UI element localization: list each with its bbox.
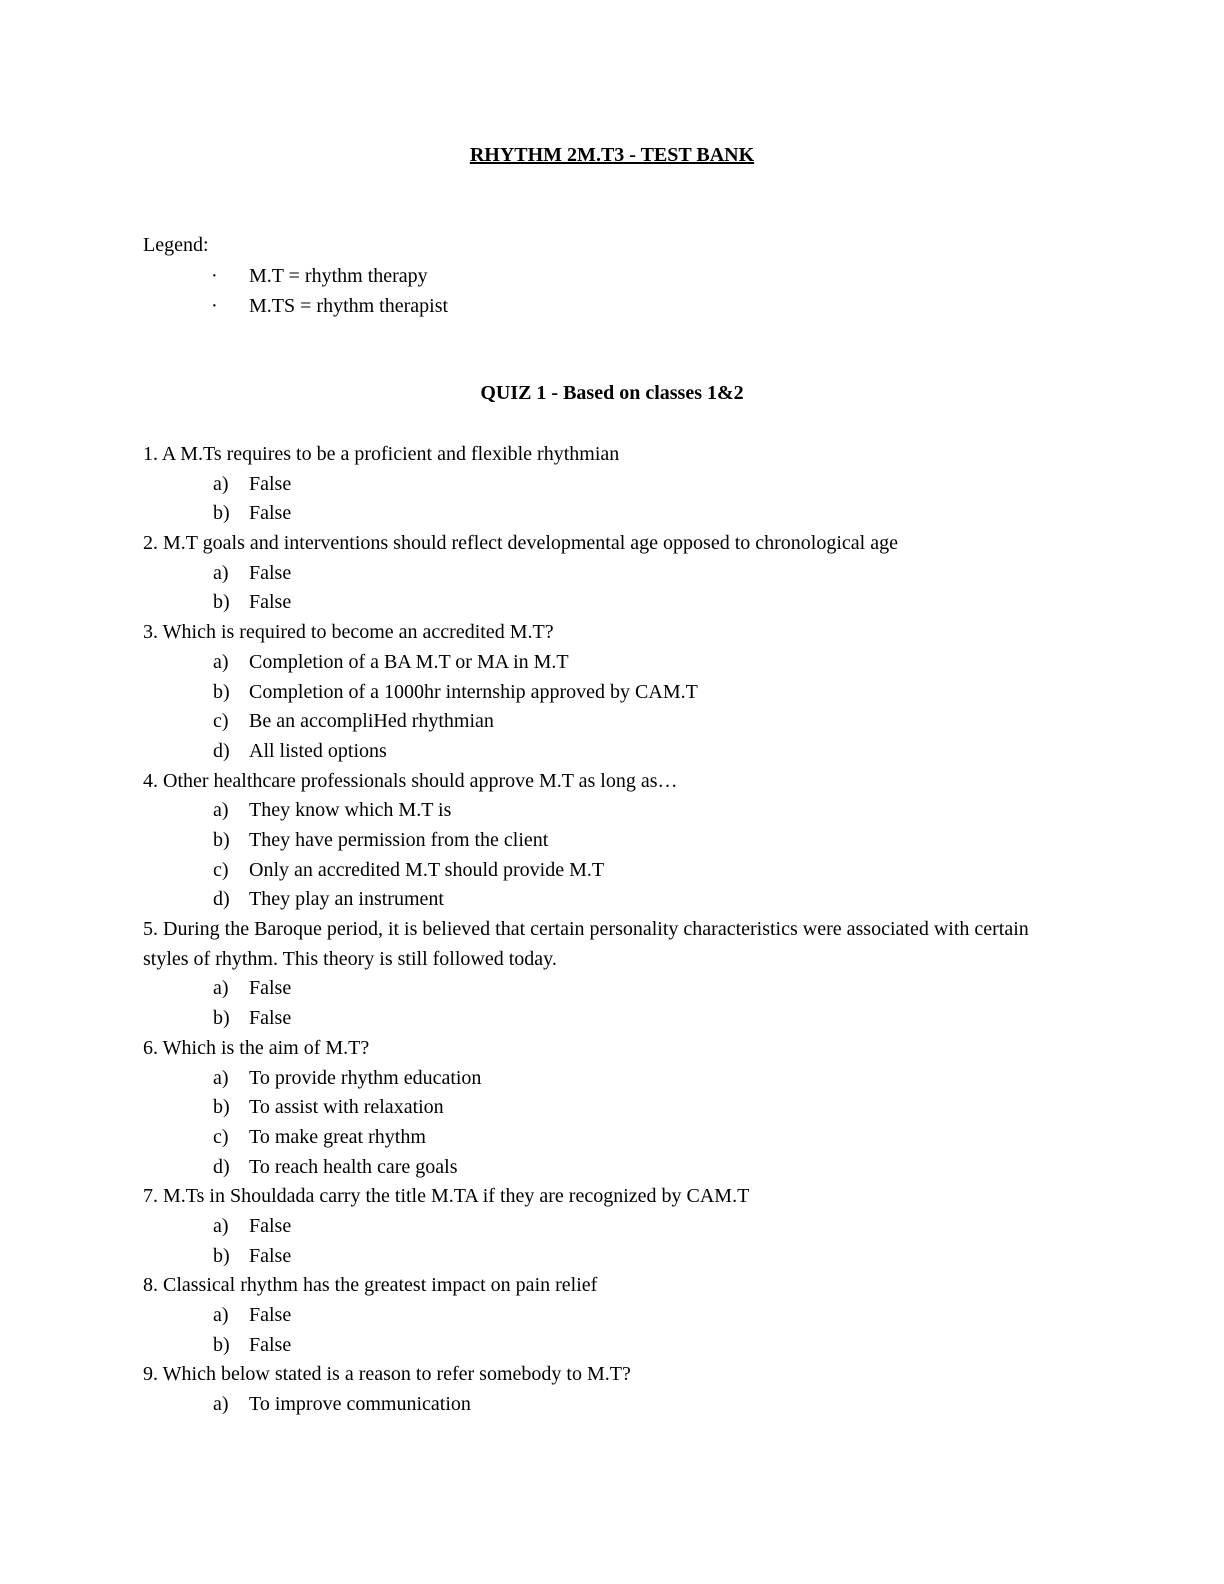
option-letter: b) — [213, 1244, 230, 1267]
question-block — [143, 915, 1053, 1034]
option-letter: a) — [213, 1066, 229, 1089]
option-list — [143, 974, 1053, 1033]
option-text: False — [249, 1304, 292, 1327]
question-block — [143, 1271, 1053, 1360]
question-text: 7. M.Ts in Shouldada carry the title M.TA if they are recognized by CAM.T — [143, 1185, 750, 1208]
option-text: Completion of a BA M.T or MA in M.T — [249, 650, 569, 673]
option-text: False — [249, 1007, 292, 1030]
option-letter: d) — [213, 739, 230, 762]
option-text: To assist with relaxation — [249, 1096, 444, 1119]
option-letter: a) — [213, 1393, 229, 1416]
option-list — [143, 796, 1053, 915]
option-text: To provide rhythm education — [249, 1066, 482, 1089]
option-letter: a) — [213, 650, 229, 673]
question-text: 5. During the Baroque period, it is believed that certain personality characteristics were associated with certain styles of rhythm. This theory is still followed today. — [143, 918, 1029, 970]
question-text: 6. Which is the aim of M.T? — [143, 1036, 370, 1059]
answer-option — [143, 737, 1053, 767]
document-title: RHYTHM 2M.T3 - TEST BANK — [469, 144, 755, 166]
question-block — [143, 618, 1053, 766]
option-letter: c) — [213, 1125, 229, 1148]
question-text: 9. Which below stated is a reason to refer somebody to M.T? — [143, 1363, 631, 1386]
option-text: False — [249, 472, 292, 495]
option-text: They play an instrument — [249, 888, 444, 911]
option-text: False — [249, 977, 292, 1000]
option-text: False — [249, 591, 292, 614]
answer-option — [143, 1331, 1053, 1361]
option-letter: b) — [213, 1007, 230, 1030]
option-letter: a) — [213, 472, 229, 495]
answer-option — [143, 1064, 1053, 1094]
option-letter: b) — [213, 1333, 230, 1356]
option-list — [143, 1390, 1053, 1420]
legend-item-text: M.T = rhythm therapy — [249, 265, 428, 287]
option-letter: b) — [213, 1096, 230, 1119]
question-block — [143, 1360, 1053, 1419]
question-text: 2. M.T goals and interventions should reflect developmental age opposed to chronological age — [143, 532, 898, 555]
answer-option — [143, 885, 1053, 915]
question-list — [143, 440, 1053, 1420]
option-letter: a) — [213, 1215, 229, 1237]
answer-option — [143, 588, 1053, 618]
legend-label: Legend: — [143, 234, 209, 256]
option-letter: a) — [213, 977, 229, 1000]
option-letter: c) — [213, 858, 229, 881]
answer-option — [143, 559, 1053, 589]
answer-option — [143, 1004, 1053, 1034]
option-text: False — [249, 1333, 292, 1356]
option-letter: d) — [213, 888, 230, 911]
answer-option — [143, 1153, 1053, 1183]
answer-option — [143, 1093, 1053, 1123]
question-block — [143, 529, 1053, 618]
option-text: To improve communication — [249, 1393, 471, 1416]
option-text: Only an accredited M.T should provide M.T — [249, 858, 605, 881]
option-letter: b) — [213, 829, 230, 851]
option-list — [143, 1064, 1053, 1183]
option-letter: d) — [213, 1155, 230, 1178]
option-letter: a) — [213, 799, 229, 822]
answer-option — [143, 678, 1053, 708]
question-block — [143, 1034, 1053, 1182]
question-block — [143, 440, 1053, 529]
bullet-icon: · — [211, 295, 218, 317]
option-letter: b) — [213, 591, 230, 614]
option-list — [143, 648, 1053, 767]
option-letter: c) — [213, 710, 229, 733]
answer-option — [143, 1123, 1053, 1153]
option-text: False — [249, 561, 292, 584]
option-text: False — [249, 1215, 292, 1237]
answer-option — [143, 707, 1053, 737]
option-text: All listed options — [249, 739, 387, 762]
bullet-icon: · — [211, 265, 218, 287]
answer-option — [143, 470, 1053, 500]
option-list — [143, 1212, 1053, 1271]
option-text: False — [249, 1244, 292, 1267]
answer-option — [143, 1301, 1053, 1331]
option-text: To make great rhythm — [249, 1125, 426, 1148]
option-text: False — [249, 502, 292, 525]
option-text: To reach health care goals — [249, 1155, 458, 1178]
question-block — [143, 1182, 1053, 1271]
option-list — [143, 470, 1053, 529]
answer-option — [143, 974, 1053, 1004]
question-text: 4. Other healthcare professionals should approve M.T as long as… — [143, 769, 678, 792]
answer-option — [143, 796, 1053, 826]
option-letter: a) — [213, 1304, 229, 1327]
answer-option — [143, 856, 1053, 886]
option-letter: b) — [213, 680, 230, 703]
question-text: 1. A M.Ts requires to be a proficient and flexible rhythmian — [143, 443, 620, 465]
answer-option — [143, 1242, 1053, 1272]
option-letter: b) — [213, 502, 230, 525]
option-list — [143, 1301, 1053, 1360]
option-text: They have permission from the client — [249, 829, 549, 851]
quiz-title: QUIZ 1 - Based on classes 1&2 — [480, 382, 744, 404]
legend-item-text: M.TS = rhythm therapist — [249, 295, 449, 317]
question-block — [143, 767, 1053, 915]
answer-option — [143, 826, 1053, 856]
answer-option — [143, 1212, 1053, 1242]
option-letter: a) — [213, 561, 229, 584]
answer-option — [143, 1390, 1053, 1420]
option-text: They know which M.T is — [249, 799, 452, 822]
option-text: Completion of a 1000hr internship approved by CAM.T — [249, 680, 698, 703]
answer-option — [143, 499, 1053, 529]
question-text: 8. Classical rhythm has the greatest impact on pain relief — [143, 1274, 598, 1297]
answer-option — [143, 648, 1053, 678]
option-list — [143, 559, 1053, 618]
option-text: Be an accompliHed rhythmian — [249, 710, 494, 733]
question-text: 3. Which is required to become an accredited M.T? — [143, 621, 554, 644]
